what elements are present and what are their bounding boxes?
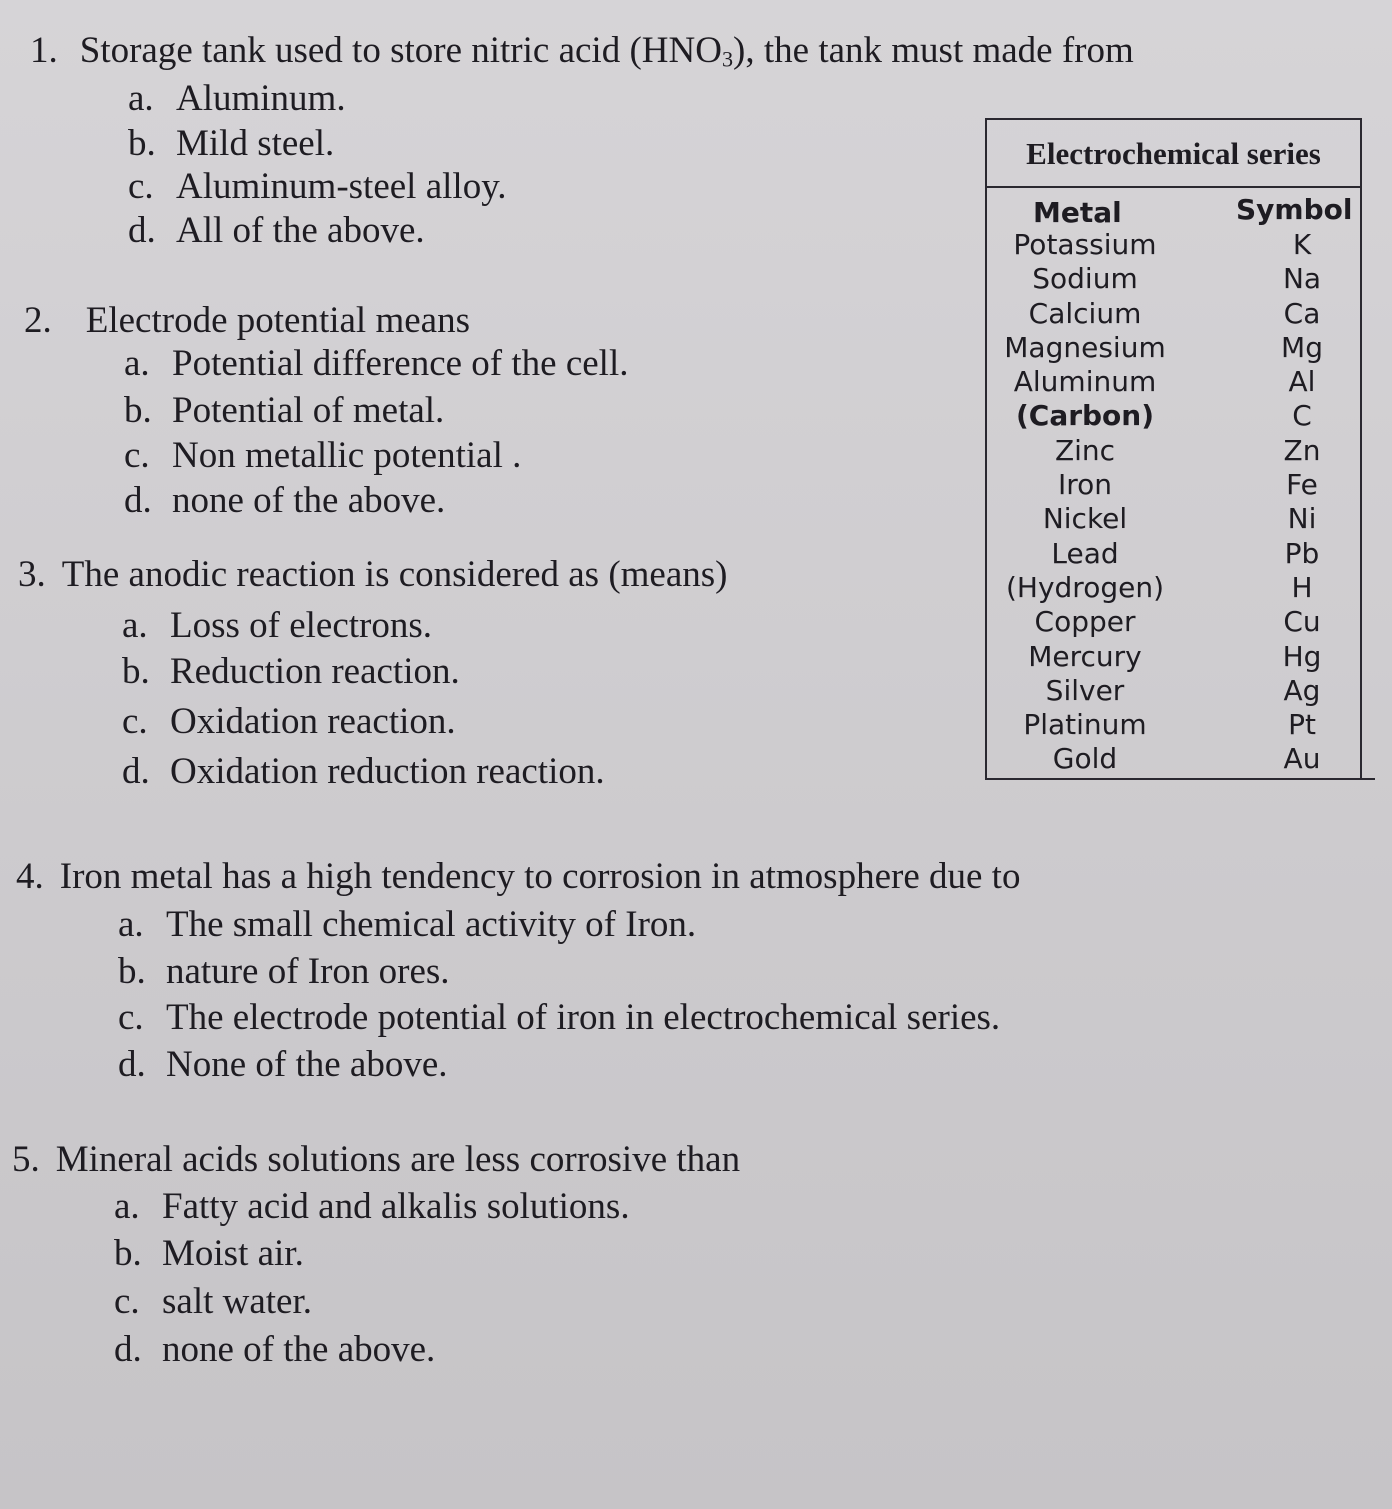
question-5-option-b: b. Moist air. (114, 1233, 304, 1274)
symbol-cell: Fe (1286, 468, 1318, 502)
question-4-text: Iron metal has a high tendency to corrosion in atmosphere due to (59, 856, 1021, 897)
question-1-option-c: c. Aluminum-steel alloy. (128, 166, 507, 207)
symbol-cell: K (1292, 228, 1312, 261)
question-4-option-a: a. The small chemical activity of Iron. (118, 904, 697, 945)
symbol-cell: Mg (1281, 330, 1323, 364)
question-2-option-c: c. Non metallic potential . (124, 435, 522, 476)
symbol-cell: Zn (1283, 433, 1321, 467)
metal-column (1000, 228, 1170, 777)
question-3-number: 3. (18, 554, 46, 595)
question-3-option-c: c. Oxidation reaction. (122, 701, 456, 742)
symbol-cell: Ag (1283, 673, 1321, 707)
metal-cell: Lead (1051, 536, 1119, 570)
table-title: Electrochemical series (987, 120, 1360, 188)
question-1-number: 1. (30, 30, 58, 71)
metal-cell: Gold (1052, 742, 1118, 776)
question-5-stem (12, 1141, 740, 1178)
question-5-option-a: a. Fatty acid and alkalis solutions. (114, 1186, 630, 1227)
question-4-number: 4. (16, 856, 44, 897)
symbol-cell: Pb (1284, 536, 1320, 570)
metal-cell: Magnesium (1004, 330, 1166, 364)
question-3-text: The anodic reaction is considered as (means) (61, 554, 728, 595)
symbol-cell: Ni (1287, 502, 1317, 536)
question-1-subscript: 3 (721, 46, 734, 72)
question-2-text: Electrode potential means (85, 300, 470, 341)
question-5-text: Mineral acids solutions are less corrosive than (55, 1139, 741, 1180)
question-4-option-d: d. None of the above. (118, 1044, 448, 1085)
metal-cell: (Hydrogen) (1005, 570, 1165, 604)
symbol-cell: Hg (1282, 639, 1322, 673)
question-1-text-after: ), the tank must made from (733, 30, 1134, 71)
symbol-cell: Cu (1283, 605, 1321, 639)
metal-cell: Calcium (1028, 296, 1142, 330)
metal-cell: Iron (1057, 468, 1113, 502)
question-1-option-b: b. Mild steel. (128, 123, 335, 164)
metal-cell: (Carbon) (1015, 399, 1155, 433)
metal-cell: Zinc (1054, 433, 1116, 467)
question-5-option-c: c. salt water. (114, 1281, 313, 1322)
symbol-cell: Au (1283, 742, 1321, 776)
question-2-number: 2. (24, 300, 52, 341)
question-1-text-before: Storage tank used to store nitric acid (HNO (79, 30, 722, 71)
symbol-cell: Ca (1283, 296, 1321, 330)
question-2-option-a: a. Potential difference of the cell. (124, 343, 629, 384)
symbol-cell: H (1291, 570, 1313, 604)
symbol-cell: Pt (1288, 708, 1316, 742)
question-1-option-a: a. Aluminum. (128, 78, 346, 119)
question-3-option-d: d. Oxidation reduction reaction. (122, 751, 605, 792)
question-1-stem (30, 32, 1134, 71)
symbol-cell: C (1292, 399, 1312, 433)
question-3-option-b: b. Reduction reaction. (122, 651, 460, 692)
metal-cell: Potassium (1013, 228, 1157, 261)
question-5-option-d: d. none of the above. (114, 1329, 436, 1370)
question-5-number: 5. (12, 1139, 40, 1180)
metal-cell: Platinum (1023, 708, 1147, 742)
question-2-stem (24, 302, 470, 339)
question-4-option-c: c. The electrode potential of iron in electrochemical series. (118, 997, 1001, 1038)
symbol-column (1262, 228, 1342, 777)
metal-cell: Aluminum (1013, 365, 1157, 399)
question-2-option-b: b. Potential of metal. (124, 390, 445, 431)
question-3-stem (18, 556, 727, 593)
question-2-option-d: d. none of the above. (124, 480, 446, 521)
metal-cell: Sodium (1032, 262, 1138, 296)
question-4-option-b: b. nature of Iron ores. (118, 951, 450, 992)
metal-column-header: Metal (1033, 196, 1122, 229)
table-bottom-border (985, 778, 1375, 780)
metal-cell: Silver (1045, 673, 1125, 707)
metal-cell: Copper (1034, 605, 1136, 639)
question-4-stem (16, 858, 1020, 895)
metal-cell: Mercury (1028, 639, 1142, 673)
question-3-option-a: a. Loss of electrons. (122, 605, 433, 646)
metal-cell: Nickel (1042, 502, 1128, 536)
question-1-option-d: d. All of the above. (128, 210, 425, 251)
symbol-column-header: Symbol (1236, 193, 1353, 226)
symbol-cell: Na (1282, 262, 1322, 296)
symbol-cell: Al (1288, 365, 1316, 399)
